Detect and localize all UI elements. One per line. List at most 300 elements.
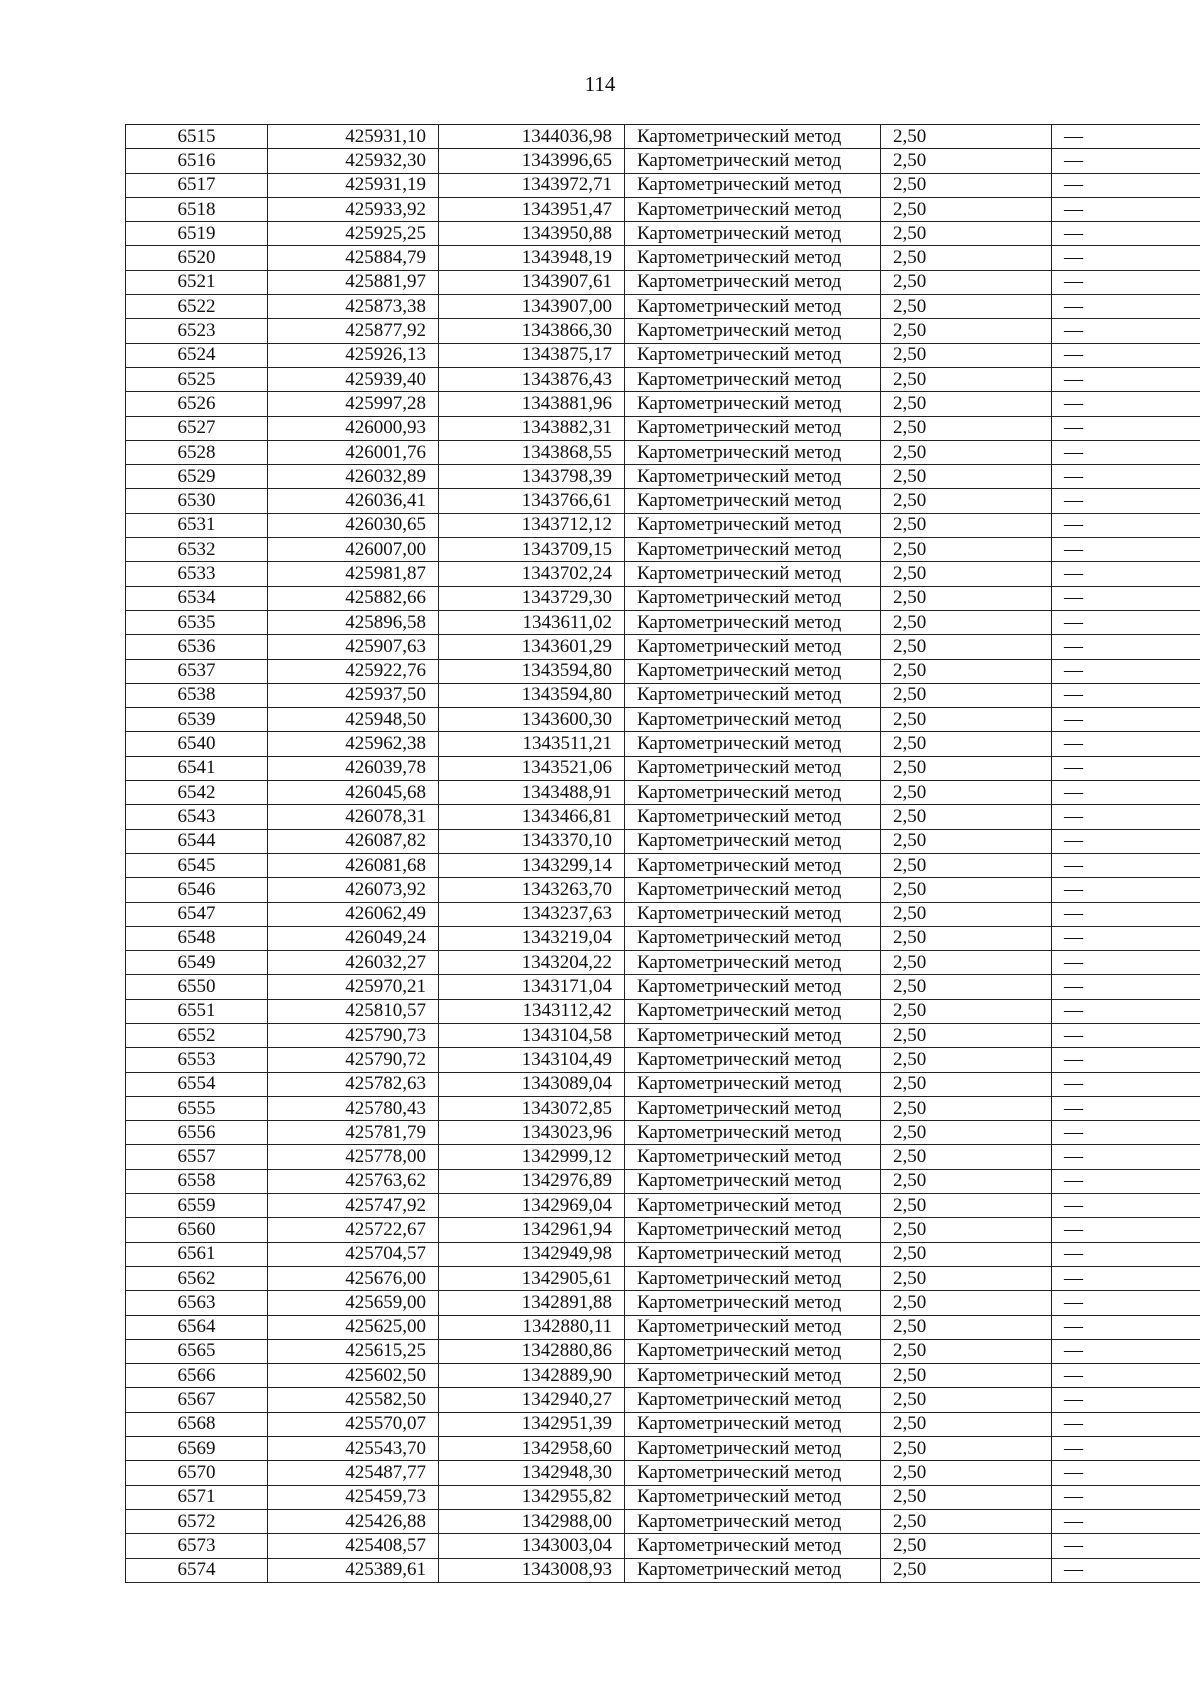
coordinate-x-cell: 426032,89 xyxy=(268,465,439,489)
note-cell: — xyxy=(1052,975,1200,999)
point-number-cell: 6515 xyxy=(126,125,268,149)
coordinate-y-cell: 1343521,06 xyxy=(439,756,625,780)
method-cell: Картометрический метод xyxy=(625,1437,881,1461)
coordinate-y-cell: 1342969,04 xyxy=(439,1194,625,1218)
accuracy-cell: 2,50 xyxy=(881,1096,1052,1120)
method-cell: Картометрический метод xyxy=(625,1194,881,1218)
method-cell: Картометрический метод xyxy=(625,1509,881,1533)
coordinate-x-cell: 426049,24 xyxy=(268,926,439,950)
point-number-cell: 6529 xyxy=(126,465,268,489)
table-row xyxy=(126,610,1200,634)
table-row xyxy=(126,562,1200,586)
accuracy-cell: 2,50 xyxy=(881,392,1052,416)
point-number-cell: 6554 xyxy=(126,1072,268,1096)
note-cell: — xyxy=(1052,538,1200,562)
table-row xyxy=(126,173,1200,197)
coordinate-x-cell: 426001,76 xyxy=(268,440,439,464)
note-cell: — xyxy=(1052,1485,1200,1509)
accuracy-cell: 2,50 xyxy=(881,926,1052,950)
table-row xyxy=(126,149,1200,173)
point-number-cell: 6532 xyxy=(126,538,268,562)
point-number-cell: 6523 xyxy=(126,319,268,343)
method-cell: Картометрический метод xyxy=(625,392,881,416)
point-number-cell: 6530 xyxy=(126,489,268,513)
method-cell: Картометрический метод xyxy=(625,610,881,634)
point-number-cell: 6544 xyxy=(126,829,268,853)
note-cell: — xyxy=(1052,1194,1200,1218)
coordinate-x-cell: 425981,87 xyxy=(268,562,439,586)
coordinate-y-cell: 1343171,04 xyxy=(439,975,625,999)
coordinate-y-cell: 1342905,61 xyxy=(439,1266,625,1290)
method-cell: Картометрический метод xyxy=(625,125,881,149)
table-row xyxy=(126,489,1200,513)
point-number-cell: 6556 xyxy=(126,1121,268,1145)
point-number-cell: 6520 xyxy=(126,246,268,270)
note-cell: — xyxy=(1052,367,1200,391)
coordinate-y-cell: 1342999,12 xyxy=(439,1145,625,1169)
table-row xyxy=(126,1412,1200,1436)
coordinate-x-cell: 425881,97 xyxy=(268,270,439,294)
table-row xyxy=(126,756,1200,780)
coordinate-y-cell: 1343299,14 xyxy=(439,853,625,877)
coordinate-y-cell: 1343996,65 xyxy=(439,149,625,173)
note-cell: — xyxy=(1052,173,1200,197)
coordinate-y-cell: 1343263,70 xyxy=(439,878,625,902)
coordinate-x-cell: 425873,38 xyxy=(268,295,439,319)
coordinate-x-cell: 425615,25 xyxy=(268,1339,439,1363)
accuracy-cell: 2,50 xyxy=(881,975,1052,999)
note-cell: — xyxy=(1052,1461,1200,1485)
accuracy-cell: 2,50 xyxy=(881,270,1052,294)
coordinate-x-cell: 426087,82 xyxy=(268,829,439,853)
method-cell: Картометрический метод xyxy=(625,1072,881,1096)
point-number-cell: 6560 xyxy=(126,1218,268,1242)
table-row xyxy=(126,1364,1200,1388)
accuracy-cell: 2,50 xyxy=(881,732,1052,756)
note-cell: — xyxy=(1052,513,1200,537)
table-row xyxy=(126,1145,1200,1169)
table-row xyxy=(126,975,1200,999)
note-cell: — xyxy=(1052,440,1200,464)
method-cell: Картометрический метод xyxy=(625,1023,881,1047)
coordinate-y-cell: 1343950,88 xyxy=(439,222,625,246)
accuracy-cell: 2,50 xyxy=(881,246,1052,270)
note-cell: — xyxy=(1052,1364,1200,1388)
coordinate-y-cell: 1343370,10 xyxy=(439,829,625,853)
accuracy-cell: 2,50 xyxy=(881,610,1052,634)
method-cell: Картометрический метод xyxy=(625,805,881,829)
table-row xyxy=(126,805,1200,829)
accuracy-cell: 2,50 xyxy=(881,1461,1052,1485)
note-cell: — xyxy=(1052,1121,1200,1145)
method-cell: Картометрический метод xyxy=(625,416,881,440)
table-row xyxy=(126,1509,1200,1533)
table-row xyxy=(126,319,1200,343)
point-number-cell: 6561 xyxy=(126,1242,268,1266)
table-row xyxy=(126,1121,1200,1145)
coordinate-x-cell: 426062,49 xyxy=(268,902,439,926)
note-cell: — xyxy=(1052,392,1200,416)
table-row xyxy=(126,1023,1200,1047)
coordinate-x-cell: 426007,00 xyxy=(268,538,439,562)
note-cell: — xyxy=(1052,659,1200,683)
accuracy-cell: 2,50 xyxy=(881,1194,1052,1218)
coordinate-x-cell: 425676,00 xyxy=(268,1266,439,1290)
coordinate-x-cell: 425659,00 xyxy=(268,1291,439,1315)
accuracy-cell: 2,50 xyxy=(881,586,1052,610)
coordinate-x-cell: 425907,63 xyxy=(268,635,439,659)
note-cell: — xyxy=(1052,197,1200,221)
method-cell: Картометрический метод xyxy=(625,1412,881,1436)
accuracy-cell: 2,50 xyxy=(881,1412,1052,1436)
point-number-cell: 6539 xyxy=(126,708,268,732)
note-cell: — xyxy=(1052,926,1200,950)
note-cell: — xyxy=(1052,1266,1200,1290)
coordinate-y-cell: 1343875,17 xyxy=(439,343,625,367)
coordinate-x-cell: 425602,50 xyxy=(268,1364,439,1388)
coordinate-x-cell: 425543,70 xyxy=(268,1437,439,1461)
coordinate-y-cell: 1342940,27 xyxy=(439,1388,625,1412)
table-row xyxy=(126,683,1200,707)
coordinate-x-cell: 425925,25 xyxy=(268,222,439,246)
accuracy-cell: 2,50 xyxy=(881,1242,1052,1266)
coordinate-y-cell: 1344036,98 xyxy=(439,125,625,149)
table-row xyxy=(126,1339,1200,1363)
table-row xyxy=(126,951,1200,975)
point-number-cell: 6546 xyxy=(126,878,268,902)
point-number-cell: 6521 xyxy=(126,270,268,294)
table-row xyxy=(126,1096,1200,1120)
accuracy-cell: 2,50 xyxy=(881,1364,1052,1388)
accuracy-cell: 2,50 xyxy=(881,440,1052,464)
accuracy-cell: 2,50 xyxy=(881,1072,1052,1096)
coordinate-y-cell: 1343712,12 xyxy=(439,513,625,537)
coordinate-y-cell: 1342880,11 xyxy=(439,1315,625,1339)
point-number-cell: 6531 xyxy=(126,513,268,537)
method-cell: Картометрический метод xyxy=(625,1558,881,1582)
method-cell: Картометрический метод xyxy=(625,1315,881,1339)
accuracy-cell: 2,50 xyxy=(881,999,1052,1023)
coordinate-y-cell: 1343876,43 xyxy=(439,367,625,391)
coordinate-y-cell: 1342958,60 xyxy=(439,1437,625,1461)
note-cell: — xyxy=(1052,1291,1200,1315)
method-cell: Картометрический метод xyxy=(625,1169,881,1193)
coordinate-y-cell: 1343798,39 xyxy=(439,465,625,489)
coordinate-y-cell: 1343907,00 xyxy=(439,295,625,319)
table-row xyxy=(126,538,1200,562)
accuracy-cell: 2,50 xyxy=(881,1291,1052,1315)
method-cell: Картометрический метод xyxy=(625,1145,881,1169)
accuracy-cell: 2,50 xyxy=(881,319,1052,343)
point-number-cell: 6555 xyxy=(126,1096,268,1120)
coordinate-x-cell: 425882,66 xyxy=(268,586,439,610)
coordinate-x-cell: 426036,41 xyxy=(268,489,439,513)
table-row xyxy=(126,708,1200,732)
accuracy-cell: 2,50 xyxy=(881,1339,1052,1363)
coordinate-y-cell: 1343204,22 xyxy=(439,951,625,975)
accuracy-cell: 2,50 xyxy=(881,878,1052,902)
point-number-cell: 6541 xyxy=(126,756,268,780)
note-cell: — xyxy=(1052,902,1200,926)
accuracy-cell: 2,50 xyxy=(881,197,1052,221)
coordinate-y-cell: 1343951,47 xyxy=(439,197,625,221)
note-cell: — xyxy=(1052,829,1200,853)
point-number-cell: 6547 xyxy=(126,902,268,926)
accuracy-cell: 2,50 xyxy=(881,1315,1052,1339)
table-row xyxy=(126,197,1200,221)
coordinate-y-cell: 1343611,02 xyxy=(439,610,625,634)
note-cell: — xyxy=(1052,295,1200,319)
method-cell: Картометрический метод xyxy=(625,1339,881,1363)
coordinate-y-cell: 1343881,96 xyxy=(439,392,625,416)
method-cell: Картометрический метод xyxy=(625,999,881,1023)
note-cell: — xyxy=(1052,683,1200,707)
coordinate-x-cell: 425582,50 xyxy=(268,1388,439,1412)
coordinate-x-cell: 425948,50 xyxy=(268,708,439,732)
method-cell: Картометрический метод xyxy=(625,367,881,391)
method-cell: Картометрический метод xyxy=(625,659,881,683)
method-cell: Картометрический метод xyxy=(625,853,881,877)
table-row xyxy=(126,416,1200,440)
coordinate-y-cell: 1343868,55 xyxy=(439,440,625,464)
point-number-cell: 6533 xyxy=(126,562,268,586)
point-number-cell: 6568 xyxy=(126,1412,268,1436)
point-number-cell: 6517 xyxy=(126,173,268,197)
coordinate-y-cell: 1342951,39 xyxy=(439,1412,625,1436)
accuracy-cell: 2,50 xyxy=(881,149,1052,173)
coordinate-y-cell: 1343072,85 xyxy=(439,1096,625,1120)
coordinate-y-cell: 1343600,30 xyxy=(439,708,625,732)
table-row xyxy=(126,1388,1200,1412)
coordinate-y-cell: 1343594,80 xyxy=(439,683,625,707)
accuracy-cell: 2,50 xyxy=(881,1558,1052,1582)
point-number-cell: 6518 xyxy=(126,197,268,221)
accuracy-cell: 2,50 xyxy=(881,173,1052,197)
point-number-cell: 6565 xyxy=(126,1339,268,1363)
table-row xyxy=(126,1558,1200,1582)
table-row xyxy=(126,732,1200,756)
coordinate-x-cell: 425896,58 xyxy=(268,610,439,634)
coordinate-y-cell: 1343089,04 xyxy=(439,1072,625,1096)
coordinate-x-cell: 425931,19 xyxy=(268,173,439,197)
note-cell: — xyxy=(1052,781,1200,805)
accuracy-cell: 2,50 xyxy=(881,416,1052,440)
note-cell: — xyxy=(1052,1315,1200,1339)
note-cell: — xyxy=(1052,1023,1200,1047)
point-number-cell: 6519 xyxy=(126,222,268,246)
method-cell: Картометрический метод xyxy=(625,926,881,950)
accuracy-cell: 2,50 xyxy=(881,1218,1052,1242)
accuracy-cell: 2,50 xyxy=(881,343,1052,367)
table-row xyxy=(126,1291,1200,1315)
method-cell: Картометрический метод xyxy=(625,222,881,246)
note-cell: — xyxy=(1052,125,1200,149)
coordinate-x-cell: 425722,67 xyxy=(268,1218,439,1242)
table-row xyxy=(126,343,1200,367)
note-cell: — xyxy=(1052,270,1200,294)
accuracy-cell: 2,50 xyxy=(881,708,1052,732)
accuracy-cell: 2,50 xyxy=(881,829,1052,853)
accuracy-cell: 2,50 xyxy=(881,513,1052,537)
point-number-cell: 6537 xyxy=(126,659,268,683)
note-cell: — xyxy=(1052,1218,1200,1242)
coordinate-y-cell: 1343601,29 xyxy=(439,635,625,659)
method-cell: Картометрический метод xyxy=(625,878,881,902)
accuracy-cell: 2,50 xyxy=(881,222,1052,246)
method-cell: Картометрический метод xyxy=(625,902,881,926)
table-row xyxy=(126,781,1200,805)
coordinate-x-cell: 425408,57 xyxy=(268,1534,439,1558)
note-cell: — xyxy=(1052,343,1200,367)
note-cell: — xyxy=(1052,1048,1200,1072)
coordinate-y-cell: 1343237,63 xyxy=(439,902,625,926)
method-cell: Картометрический метод xyxy=(625,1242,881,1266)
point-number-cell: 6536 xyxy=(126,635,268,659)
coordinate-y-cell: 1343729,30 xyxy=(439,586,625,610)
point-number-cell: 6572 xyxy=(126,1509,268,1533)
note-cell: — xyxy=(1052,149,1200,173)
coordinate-x-cell: 425810,57 xyxy=(268,999,439,1023)
note-cell: — xyxy=(1052,1558,1200,1582)
table-row xyxy=(126,125,1200,149)
note-cell: — xyxy=(1052,756,1200,780)
coordinate-x-cell: 425426,88 xyxy=(268,1509,439,1533)
table-row xyxy=(126,465,1200,489)
point-number-cell: 6534 xyxy=(126,586,268,610)
coordinate-y-cell: 1343104,58 xyxy=(439,1023,625,1047)
coordinate-y-cell: 1343003,04 xyxy=(439,1534,625,1558)
table-row xyxy=(126,926,1200,950)
coordinate-x-cell: 425790,72 xyxy=(268,1048,439,1072)
point-number-cell: 6571 xyxy=(126,1485,268,1509)
coordinate-y-cell: 1342976,89 xyxy=(439,1169,625,1193)
method-cell: Картометрический метод xyxy=(625,1218,881,1242)
table-row xyxy=(126,367,1200,391)
accuracy-cell: 2,50 xyxy=(881,367,1052,391)
note-cell: — xyxy=(1052,805,1200,829)
accuracy-cell: 2,50 xyxy=(881,1485,1052,1509)
coordinate-y-cell: 1343948,19 xyxy=(439,246,625,270)
method-cell: Картометрический метод xyxy=(625,1121,881,1145)
coordinate-y-cell: 1342961,94 xyxy=(439,1218,625,1242)
coordinate-x-cell: 425704,57 xyxy=(268,1242,439,1266)
note-cell: — xyxy=(1052,416,1200,440)
table-row xyxy=(126,1437,1200,1461)
coordinate-x-cell: 425625,00 xyxy=(268,1315,439,1339)
method-cell: Картометрический метод xyxy=(625,513,881,537)
note-cell: — xyxy=(1052,1072,1200,1096)
accuracy-cell: 2,50 xyxy=(881,1266,1052,1290)
table-row xyxy=(126,1266,1200,1290)
note-cell: — xyxy=(1052,1169,1200,1193)
coordinate-x-cell: 425487,77 xyxy=(268,1461,439,1485)
coordinate-y-cell: 1342880,86 xyxy=(439,1339,625,1363)
table-row xyxy=(126,999,1200,1023)
method-cell: Картометрический метод xyxy=(625,635,881,659)
accuracy-cell: 2,50 xyxy=(881,538,1052,562)
note-cell: — xyxy=(1052,562,1200,586)
coordinate-x-cell: 425997,28 xyxy=(268,392,439,416)
accuracy-cell: 2,50 xyxy=(881,756,1052,780)
coordinate-x-cell: 426039,78 xyxy=(268,756,439,780)
coordinate-x-cell: 425747,92 xyxy=(268,1194,439,1218)
point-number-cell: 6527 xyxy=(126,416,268,440)
table-row xyxy=(126,878,1200,902)
point-number-cell: 6563 xyxy=(126,1291,268,1315)
table-row xyxy=(126,853,1200,877)
coordinate-x-cell: 425877,92 xyxy=(268,319,439,343)
coordinate-x-cell: 425931,10 xyxy=(268,125,439,149)
accuracy-cell: 2,50 xyxy=(881,489,1052,513)
coordinate-x-cell: 425933,92 xyxy=(268,197,439,221)
point-number-cell: 6522 xyxy=(126,295,268,319)
method-cell: Картометрический метод xyxy=(625,1266,881,1290)
table-row xyxy=(126,295,1200,319)
table-row xyxy=(126,586,1200,610)
coordinate-y-cell: 1343219,04 xyxy=(439,926,625,950)
accuracy-cell: 2,50 xyxy=(881,1169,1052,1193)
method-cell: Картометрический метод xyxy=(625,246,881,270)
coordinate-y-cell: 1342889,90 xyxy=(439,1364,625,1388)
table-row xyxy=(126,1218,1200,1242)
point-number-cell: 6516 xyxy=(126,149,268,173)
accuracy-cell: 2,50 xyxy=(881,1145,1052,1169)
method-cell: Картометрический метод xyxy=(625,270,881,294)
point-number-cell: 6526 xyxy=(126,392,268,416)
method-cell: Картометрический метод xyxy=(625,586,881,610)
coordinate-x-cell: 425932,30 xyxy=(268,149,439,173)
method-cell: Картометрический метод xyxy=(625,562,881,586)
coordinate-y-cell: 1343882,31 xyxy=(439,416,625,440)
accuracy-cell: 2,50 xyxy=(881,1437,1052,1461)
point-number-cell: 6540 xyxy=(126,732,268,756)
point-number-cell: 6543 xyxy=(126,805,268,829)
coordinate-y-cell: 1343594,80 xyxy=(439,659,625,683)
accuracy-cell: 2,50 xyxy=(881,1048,1052,1072)
note-cell: — xyxy=(1052,319,1200,343)
coordinate-x-cell: 425937,50 xyxy=(268,683,439,707)
coordinate-x-cell: 426081,68 xyxy=(268,853,439,877)
point-number-cell: 6558 xyxy=(126,1169,268,1193)
table-row xyxy=(126,440,1200,464)
point-number-cell: 6551 xyxy=(126,999,268,1023)
table-row xyxy=(126,902,1200,926)
table-row xyxy=(126,1461,1200,1485)
accuracy-cell: 2,50 xyxy=(881,853,1052,877)
table-row xyxy=(126,1169,1200,1193)
coordinate-y-cell: 1342955,82 xyxy=(439,1485,625,1509)
table-row xyxy=(126,1242,1200,1266)
coordinate-y-cell: 1343008,93 xyxy=(439,1558,625,1582)
accuracy-cell: 2,50 xyxy=(881,781,1052,805)
coordinate-y-cell: 1343766,61 xyxy=(439,489,625,513)
method-cell: Картометрический метод xyxy=(625,829,881,853)
coordinate-x-cell: 426000,93 xyxy=(268,416,439,440)
point-number-cell: 6557 xyxy=(126,1145,268,1169)
accuracy-cell: 2,50 xyxy=(881,1509,1052,1533)
method-cell: Картометрический метод xyxy=(625,319,881,343)
note-cell: — xyxy=(1052,732,1200,756)
note-cell: — xyxy=(1052,951,1200,975)
coordinate-x-cell: 425962,38 xyxy=(268,732,439,756)
note-cell: — xyxy=(1052,999,1200,1023)
coordinate-x-cell: 426032,27 xyxy=(268,951,439,975)
method-cell: Картометрический метод xyxy=(625,732,881,756)
coordinate-x-cell: 426078,31 xyxy=(268,805,439,829)
accuracy-cell: 2,50 xyxy=(881,1023,1052,1047)
point-number-cell: 6567 xyxy=(126,1388,268,1412)
coordinate-x-cell: 426045,68 xyxy=(268,781,439,805)
